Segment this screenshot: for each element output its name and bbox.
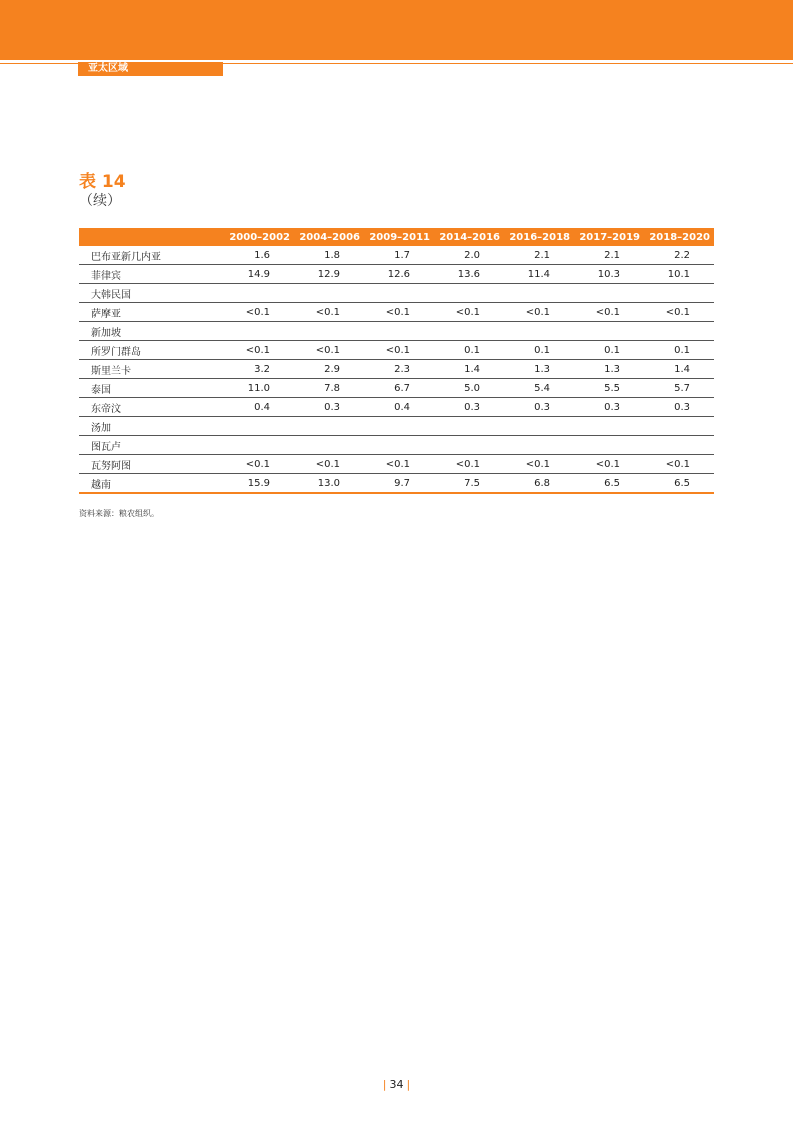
table-row xyxy=(79,379,714,398)
table-cell: 0.4 xyxy=(224,398,294,417)
table-cell: 1.8 xyxy=(294,246,364,265)
table-cell xyxy=(574,322,644,341)
table-cell: 7.5 xyxy=(434,474,504,494)
table-cell: 1.7 xyxy=(364,246,434,265)
table-cell: <0.1 xyxy=(224,303,294,322)
table-cell: 6.5 xyxy=(574,474,644,494)
table-cell xyxy=(364,284,434,303)
table-cell: <0.1 xyxy=(224,341,294,360)
table-cell: 6.8 xyxy=(504,474,574,494)
table-cell: 5.7 xyxy=(644,379,714,398)
table-cell xyxy=(294,417,364,436)
country-name: 瓦努阿图 xyxy=(79,455,224,474)
table-cell: 0.3 xyxy=(644,398,714,417)
country-name: 泰国 xyxy=(79,379,224,398)
column-header: 2014–2016 xyxy=(434,228,504,246)
column-header: 2016–2018 xyxy=(504,228,574,246)
table-cell: 2.1 xyxy=(504,246,574,265)
table-cell: <0.1 xyxy=(294,303,364,322)
country-name: 越南 xyxy=(79,474,224,494)
table-cell: <0.1 xyxy=(644,455,714,474)
table-cell: 1.6 xyxy=(224,246,294,265)
page-number-text: 34 xyxy=(389,1078,404,1091)
table-cell: 2.1 xyxy=(574,246,644,265)
table-cell: 10.3 xyxy=(574,265,644,284)
table-cell: <0.1 xyxy=(294,455,364,474)
table-cell: 7.8 xyxy=(294,379,364,398)
table-cell: <0.1 xyxy=(364,341,434,360)
table-cell: <0.1 xyxy=(504,303,574,322)
page-bar-right: | xyxy=(406,1078,411,1091)
table-cell: <0.1 xyxy=(294,341,364,360)
table-cell: 1.4 xyxy=(434,360,504,379)
table-cell xyxy=(644,436,714,455)
table-row xyxy=(79,360,714,379)
table-cell xyxy=(224,417,294,436)
country-name: 所罗门群岛 xyxy=(79,341,224,360)
table-title: 表 14 xyxy=(79,172,126,192)
country-name: 斯里兰卡 xyxy=(79,360,224,379)
table-cell xyxy=(574,284,644,303)
table-cell: 1.3 xyxy=(504,360,574,379)
table-cell: 5.4 xyxy=(504,379,574,398)
table-cell: <0.1 xyxy=(434,303,504,322)
table-cell: 11.0 xyxy=(224,379,294,398)
table-row xyxy=(79,265,714,284)
table-cell xyxy=(294,436,364,455)
table-cell xyxy=(294,322,364,341)
table-cell: <0.1 xyxy=(574,303,644,322)
column-header: 2000–2002 xyxy=(224,228,294,246)
page-number xyxy=(0,1078,793,1091)
table-cell xyxy=(364,417,434,436)
table-cell xyxy=(294,284,364,303)
table-cell: 0.1 xyxy=(504,341,574,360)
table-cell: 13.6 xyxy=(434,265,504,284)
table-row xyxy=(79,341,714,360)
table-cell: 9.7 xyxy=(364,474,434,494)
table-cell: 6.5 xyxy=(644,474,714,494)
country-name: 东帝汶 xyxy=(79,398,224,417)
table-cell xyxy=(434,284,504,303)
table-cell: 1.4 xyxy=(644,360,714,379)
column-header: 2017–2019 xyxy=(574,228,644,246)
table-cell: 12.6 xyxy=(364,265,434,284)
table-cell xyxy=(644,322,714,341)
table-header-row xyxy=(79,228,714,246)
table-cell xyxy=(224,436,294,455)
table-cell: 0.3 xyxy=(574,398,644,417)
table-cell xyxy=(504,436,574,455)
table-row xyxy=(79,246,714,265)
table-row xyxy=(79,417,714,436)
table-cell: 0.1 xyxy=(644,341,714,360)
table-cell: 13.0 xyxy=(294,474,364,494)
table-cell: 6.7 xyxy=(364,379,434,398)
table-cell: <0.1 xyxy=(224,455,294,474)
country-name: 巴布亚新几内亚 xyxy=(79,246,224,265)
table-cell: 5.5 xyxy=(574,379,644,398)
table-cell: 0.4 xyxy=(364,398,434,417)
table-cell: 0.3 xyxy=(434,398,504,417)
table-body xyxy=(79,246,714,493)
data-table xyxy=(79,228,714,494)
table-row xyxy=(79,474,714,494)
table-cell: 11.4 xyxy=(504,265,574,284)
table-cell xyxy=(504,322,574,341)
table-cell: 14.9 xyxy=(224,265,294,284)
table-cell: 3.2 xyxy=(224,360,294,379)
country-name: 大韩民国 xyxy=(79,284,224,303)
column-header xyxy=(79,228,224,246)
table-cell: <0.1 xyxy=(644,303,714,322)
table-cell: <0.1 xyxy=(574,455,644,474)
table-cell xyxy=(224,284,294,303)
table-cell: 0.3 xyxy=(504,398,574,417)
table-row xyxy=(79,284,714,303)
country-name: 图瓦卢 xyxy=(79,436,224,455)
table-cell: 12.9 xyxy=(294,265,364,284)
page-bar-left: | xyxy=(382,1078,387,1091)
section-label: 亚太区域 xyxy=(78,62,223,76)
table-cell: 1.3 xyxy=(574,360,644,379)
country-name: 萨摩亚 xyxy=(79,303,224,322)
table-cell: 2.2 xyxy=(644,246,714,265)
table-cell: 15.9 xyxy=(224,474,294,494)
table-cell xyxy=(504,284,574,303)
country-name: 菲律宾 xyxy=(79,265,224,284)
table-cell xyxy=(434,322,504,341)
table-cell: <0.1 xyxy=(364,303,434,322)
table-cell: <0.1 xyxy=(434,455,504,474)
table-cell: <0.1 xyxy=(364,455,434,474)
table-cell xyxy=(364,322,434,341)
table-cell xyxy=(644,417,714,436)
table-cell: 0.1 xyxy=(574,341,644,360)
source-note: 资料来源：粮农组织。 xyxy=(79,509,159,518)
table-row xyxy=(79,322,714,341)
header-band xyxy=(0,0,793,60)
table-cell xyxy=(364,436,434,455)
table-cell xyxy=(504,417,574,436)
table-subtitle: （续） xyxy=(79,193,121,209)
column-header: 2018–2020 xyxy=(644,228,714,246)
table-row xyxy=(79,436,714,455)
table-row xyxy=(79,455,714,474)
table-cell: <0.1 xyxy=(504,455,574,474)
table-cell xyxy=(434,436,504,455)
table-cell: 5.0 xyxy=(434,379,504,398)
table-cell xyxy=(574,436,644,455)
table-cell: 2.9 xyxy=(294,360,364,379)
country-name: 汤加 xyxy=(79,417,224,436)
table-cell xyxy=(644,284,714,303)
table-cell xyxy=(224,322,294,341)
table-cell: 0.1 xyxy=(434,341,504,360)
table-cell xyxy=(434,417,504,436)
table-row xyxy=(79,398,714,417)
country-name: 新加坡 xyxy=(79,322,224,341)
table-cell: 0.3 xyxy=(294,398,364,417)
table-cell xyxy=(574,417,644,436)
column-header: 2004–2006 xyxy=(294,228,364,246)
table-cell: 10.1 xyxy=(644,265,714,284)
table-cell: 2.3 xyxy=(364,360,434,379)
table-row xyxy=(79,303,714,322)
column-header: 2009–2011 xyxy=(364,228,434,246)
table-cell: 2.0 xyxy=(434,246,504,265)
